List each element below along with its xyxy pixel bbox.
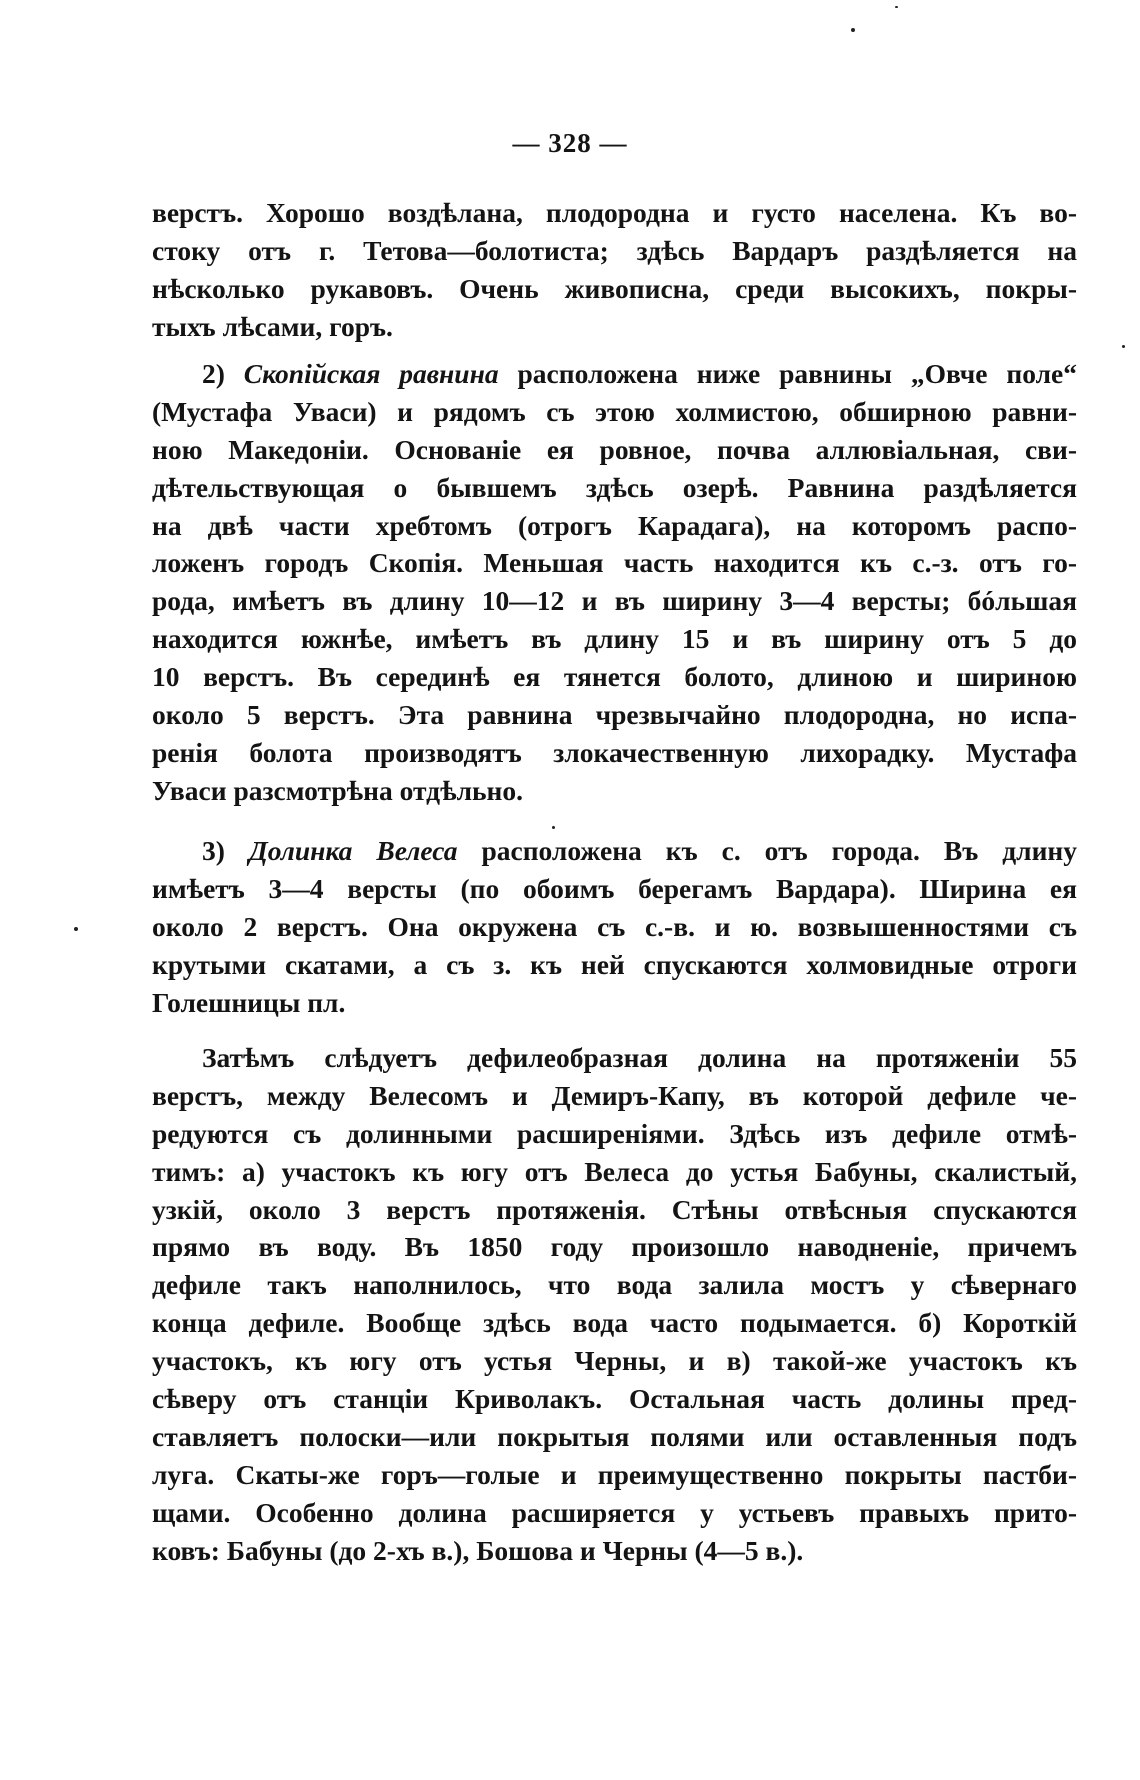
text-line: дѣтельствующая о бывшемъ здѣсь озерѣ. Равнина раздѣляется (152, 471, 1077, 503)
text-line: ною Македоніи. Основаніе ея ровное, почва аллювіальная, сви- (152, 433, 1077, 465)
text-line: ложенъ городъ Скопія. Меньшая часть находится къ с.-з. отъ го- (152, 547, 1077, 579)
text-line: сѣверу отъ станціи Криволакъ. Остальная часть долины пред- (152, 1383, 1077, 1415)
paragraph-4 (152, 1039, 1077, 1569)
paragraph-3 (152, 832, 1077, 1021)
item-number: 2) (202, 358, 225, 389)
section-title: Долинка Велеса (248, 835, 458, 866)
text-line: нѣсколько рукавовъ. Очень живописна, среди высокихъ, покры- (152, 272, 1077, 304)
scan-speck (1122, 345, 1125, 348)
text-line: ставляетъ полоски—или покрытыя полями или оставленныя подъ (152, 1420, 1077, 1452)
text-line: около 5 верстъ. Эта равнина чрезвычайно плодородна, но испа- (152, 699, 1077, 731)
text-line: луга. Скаты-же горъ—голые и преимущественно покрыты пастби- (152, 1458, 1077, 1490)
page-number: — 328 — (512, 128, 628, 158)
text-line: тимъ: а) участокъ къ югу отъ Велеса до устья Бабуны, скалистый, (152, 1155, 1077, 1187)
text-line: конца дефиле. Вообще здѣсь вода часто подымается. б) Короткій (152, 1307, 1077, 1339)
text-line: имѣетъ 3—4 версты (по обоимъ берегамъ Вардара). Ширина ея (152, 872, 1077, 904)
text-line: ренія болота производятъ злокачественную лихорадку. Мустафа (152, 736, 1077, 768)
item-number: 3) (202, 835, 225, 866)
section-title: Скопійская равнина (243, 358, 499, 389)
text-line: редуются съ долинными расширеніями. Здѣсь изъ дефиле отмѣ- (152, 1117, 1077, 1149)
text-line: участокъ, къ югу отъ устья Черны, и в) такой-же участокъ къ (152, 1345, 1077, 1377)
text-line: крутыми скатами, а съ з. къ ней спускаются холмовидные отроги (152, 948, 1077, 980)
text-line: около 2 верстъ. Она окружена съ с.-в. и ю. возвышенностями съ (152, 910, 1077, 942)
text-line-rest: расположена къ с. отъ города. Въ длину (481, 835, 1078, 866)
text-line: Затѣмъ слѣдуетъ дефилеобразная долина на протяженіи 55 (202, 1042, 1077, 1073)
paragraph-1 (152, 194, 1077, 346)
text-line: щами. Особенно долина расширяется у устьевъ правыхъ прито- (152, 1496, 1077, 1528)
text-line-lead (152, 832, 1077, 870)
text-line: верстъ. Хорошо воздѣлана, плодородна и густо населена. Къ во- (152, 197, 1077, 228)
text-line: верстъ, между Велесомъ и Демиръ-Капу, въ которой дефиле че- (152, 1079, 1077, 1111)
scan-speck (895, 6, 898, 8)
text-line: находится южнѣе, имѣетъ въ длину 15 и въ ширину отъ 5 до (152, 623, 1077, 655)
scan-speck (851, 28, 855, 32)
scan-speck (74, 927, 78, 931)
text-line: узкій, около 3 верстъ протяженія. Стѣны отвѣсныя спускаются (152, 1193, 1077, 1225)
scan-speck (552, 826, 555, 829)
text-line: 10 верстъ. Въ серединѣ ея тянется болото, длиною и шириною (152, 661, 1077, 693)
paragraph-2 (152, 355, 1077, 810)
text-line: ковъ: Бабуны (до 2-хъ в.), Бошова и Черны (4—5 в.). (152, 1534, 804, 1566)
text-line-rest: расположена ниже равнины „Овче поле“ (517, 358, 1077, 389)
text-line: тыхъ лѣсами, горъ. (152, 310, 393, 342)
text-line: на двѣ части хребтомъ (отрогъ Карадага), на которомъ распо- (152, 509, 1077, 541)
text-line: стоку отъ г. Тетова—болотиста; здѣсь Вардаръ раздѣляется на (152, 234, 1077, 266)
text-line: Голешницы пл. (152, 986, 346, 1018)
text-line: дефиле такъ наполнилось, что вода залила мостъ у сѣвернаго (152, 1269, 1077, 1301)
text-line: прямо въ воду. Въ 1850 году произошло наводненіе, причемъ (152, 1231, 1077, 1263)
text-line: Уваси разсмотрѣна отдѣльно. (152, 774, 524, 806)
text-line-lead (152, 355, 1077, 393)
text-line: (Мустафа Уваси) и рядомъ съ этою холмистою, обширною равни- (152, 395, 1077, 427)
text-line: рода, имѣетъ въ длину 10—12 и въ ширину 3—4 версты; бóльшая (152, 585, 1077, 617)
